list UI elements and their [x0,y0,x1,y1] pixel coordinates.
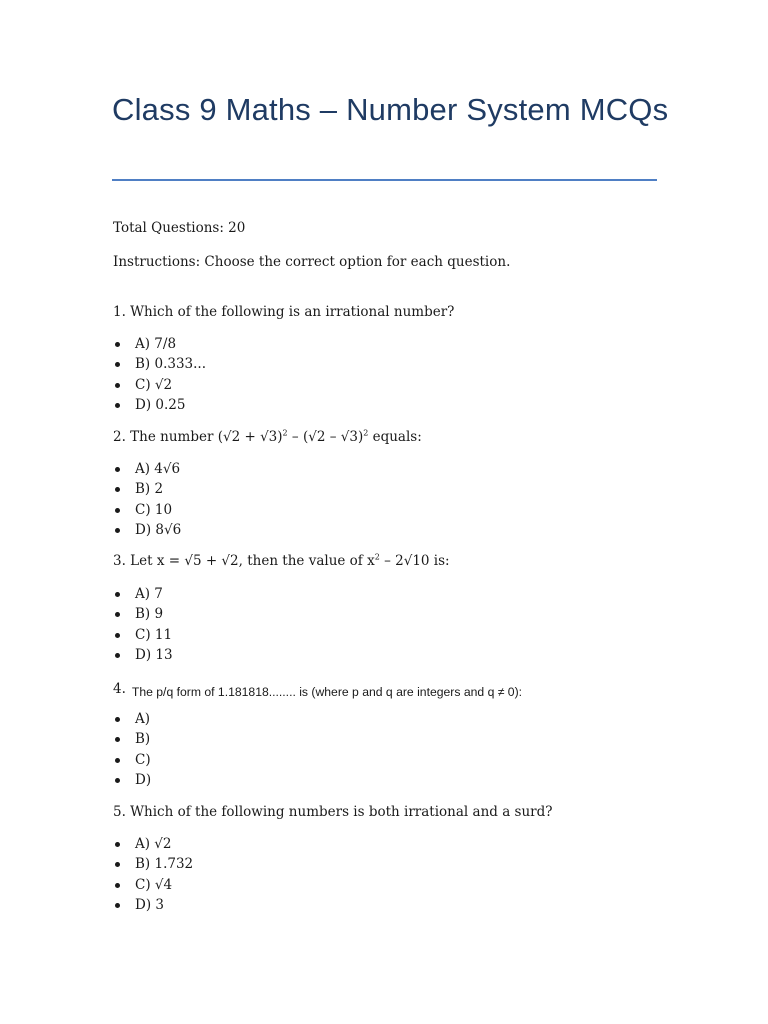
option-c: C) √2 [113,375,206,395]
option-b: B) [113,729,151,749]
option-b: B) 9 [113,604,173,624]
option-a: A) [113,709,151,729]
question-2: 2. The number $(√2 + √3)^2 - (√2 - √3)^2$ equals: [113,428,422,445]
option-c: C) [113,750,151,770]
title-divider [112,179,657,181]
question-3: 3. Let x = √5 + √2, then the value of $x^2 - 2√10$ is: [113,552,450,569]
option-d: D) [113,770,151,790]
option-c: C) 11 [113,625,173,645]
option-d: D) 3 [113,895,193,915]
option-b: B) 1.732 [113,854,193,874]
option-a: A) 7 [113,584,173,604]
option-d: D) 0.25 [113,395,206,415]
question-1-options [113,334,206,415]
question-5: 5. Which of the following numbers is both irrational and a surd? [113,804,553,820]
option-c: C) 10 [113,500,181,520]
question-1: 1. Which of the following is an irrational number? [113,304,455,320]
total-questions: Total Questions: 20 [113,220,246,236]
question-4-text: The p/q form of 1.181818........ is (where p and q are integers and q ≠ 0): [131,685,523,699]
question-4-options [113,709,151,790]
instructions: Instructions: Choose the correct option for each question. [113,254,511,270]
question-4-number: 4. [113,681,126,697]
question-3-options [113,584,173,665]
option-d: D) 13 [113,645,173,665]
option-a: A) √2 [113,834,193,854]
option-b: B) 0.333... [113,354,206,374]
page-title: Class 9 Maths – Number System MCQs [112,92,669,127]
option-c: C) √4 [113,875,193,895]
option-b: B) 2 [113,479,181,499]
question-4 [113,678,522,697]
question-2-options [113,459,181,540]
option-a: A) 7/8 [113,334,206,354]
question-5-options [113,834,193,915]
option-a: A) 4√6 [113,459,181,479]
option-d: D) 8√6 [113,520,181,540]
